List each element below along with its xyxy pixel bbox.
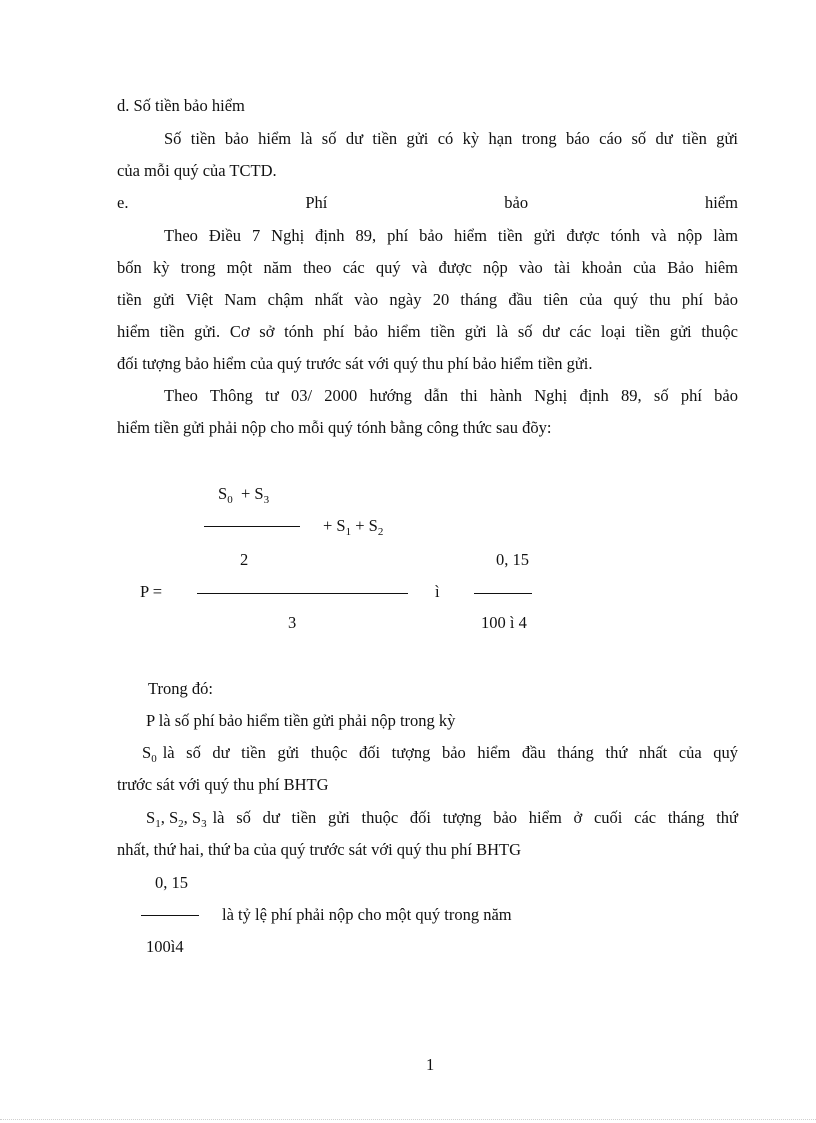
heading-word: e.: [117, 193, 129, 212]
rate-fraction-bar: [474, 593, 532, 594]
formula-times: ì: [435, 582, 440, 601]
para2-line-2: hiểm tiền gửi phải nộp cho mỗi quý tónh bằng công thức sau đõy:: [117, 418, 552, 437]
rate-definition-numerator: 0, 15: [155, 873, 188, 892]
formula-numerator-inner: $S_0 + S_3$: [218, 484, 270, 506]
definition-s0-line-2: trước sát với quý thu phí BHTG: [117, 775, 329, 794]
rate-definition-text: là tỷ lệ phí phải nộp cho một quý trong năm: [222, 905, 512, 924]
heading-word: Phí: [305, 193, 328, 212]
definition-s123-line-2: nhất, thứ hai, thứ ba của quý trước sát với quý thu phí BHTG: [117, 840, 522, 859]
section-d-line-1: Số tiền bảo hiểm là số dư tiền gửi có kỳ hạn trong báo cáo số dư tiền gửi: [164, 129, 738, 148]
definition-s123-line-1: $S_1$, $S_2$, $S_3$ là số dư tiền gửi thuộc đối tượng bảo hiểm ở cuối các tháng thứ: [146, 808, 738, 830]
rate-definition-bar: [141, 915, 199, 916]
definition-s0-line-1: $S_0$ là số dư tiền gửi thuộc đối tượng bảo hiểm đầu tháng thứ nhất của quý: [142, 743, 738, 765]
formula-p-equals: P =: [140, 582, 162, 601]
formula-plus-terms: + $S_1 + S_2$: [323, 516, 384, 538]
page-number: 1: [426, 1055, 435, 1074]
section-e-heading: [117, 193, 738, 213]
heading-word: bảo: [504, 193, 529, 212]
rate-denominator: 100 ì 4: [481, 613, 527, 632]
inner-fraction-bar: [204, 526, 300, 527]
main-denominator: 3: [288, 613, 297, 632]
para1-line-4: hiểm tiền gửi. Cơ sở tónh phí bảo hiểm tiền gửi là số dư các loại tiền gửi thuộc: [117, 322, 738, 341]
para1-line-2: bốn kỳ trong một năm theo các quý và được nộp vào tài khoản của Bảo hiêm: [117, 258, 738, 277]
para1-line-1: Theo Điều 7 Nghị định 89, phí bảo hiểm tiền gửi được tónh và nộp làm: [164, 226, 738, 245]
inner-denominator: 2: [240, 550, 249, 569]
rate-definition-denominator: 100ì4: [146, 937, 184, 956]
heading-word: hiểm: [704, 193, 738, 212]
section-d-line-2: của mỗi quý của TCTD.: [117, 161, 277, 180]
page-bottom-border: [0, 1119, 816, 1120]
definitions-intro: Trong đó:: [148, 679, 213, 698]
rate-numerator: 0, 15: [496, 550, 529, 569]
para1-line-3: tiền gửi Việt Nam chậm nhất vào ngày 20 tháng đầu tiên của quý thu phí bảo: [117, 290, 738, 309]
main-fraction-bar: [197, 593, 408, 594]
para2-line-1: Theo Thông tư 03/ 2000 hướng dẫn thi hành Nghị định 89, số phí bảo: [164, 386, 738, 405]
section-d-heading: d. Số tiền bảo hiểm: [117, 96, 245, 115]
para1-line-5: đối tượng bảo hiểm của quý trước sát với quý thu phí bảo hiểm tiền gửi.: [117, 354, 593, 373]
definition-p: P là số phí bảo hiểm tiền gửi phải nộp trong kỳ: [146, 711, 456, 730]
